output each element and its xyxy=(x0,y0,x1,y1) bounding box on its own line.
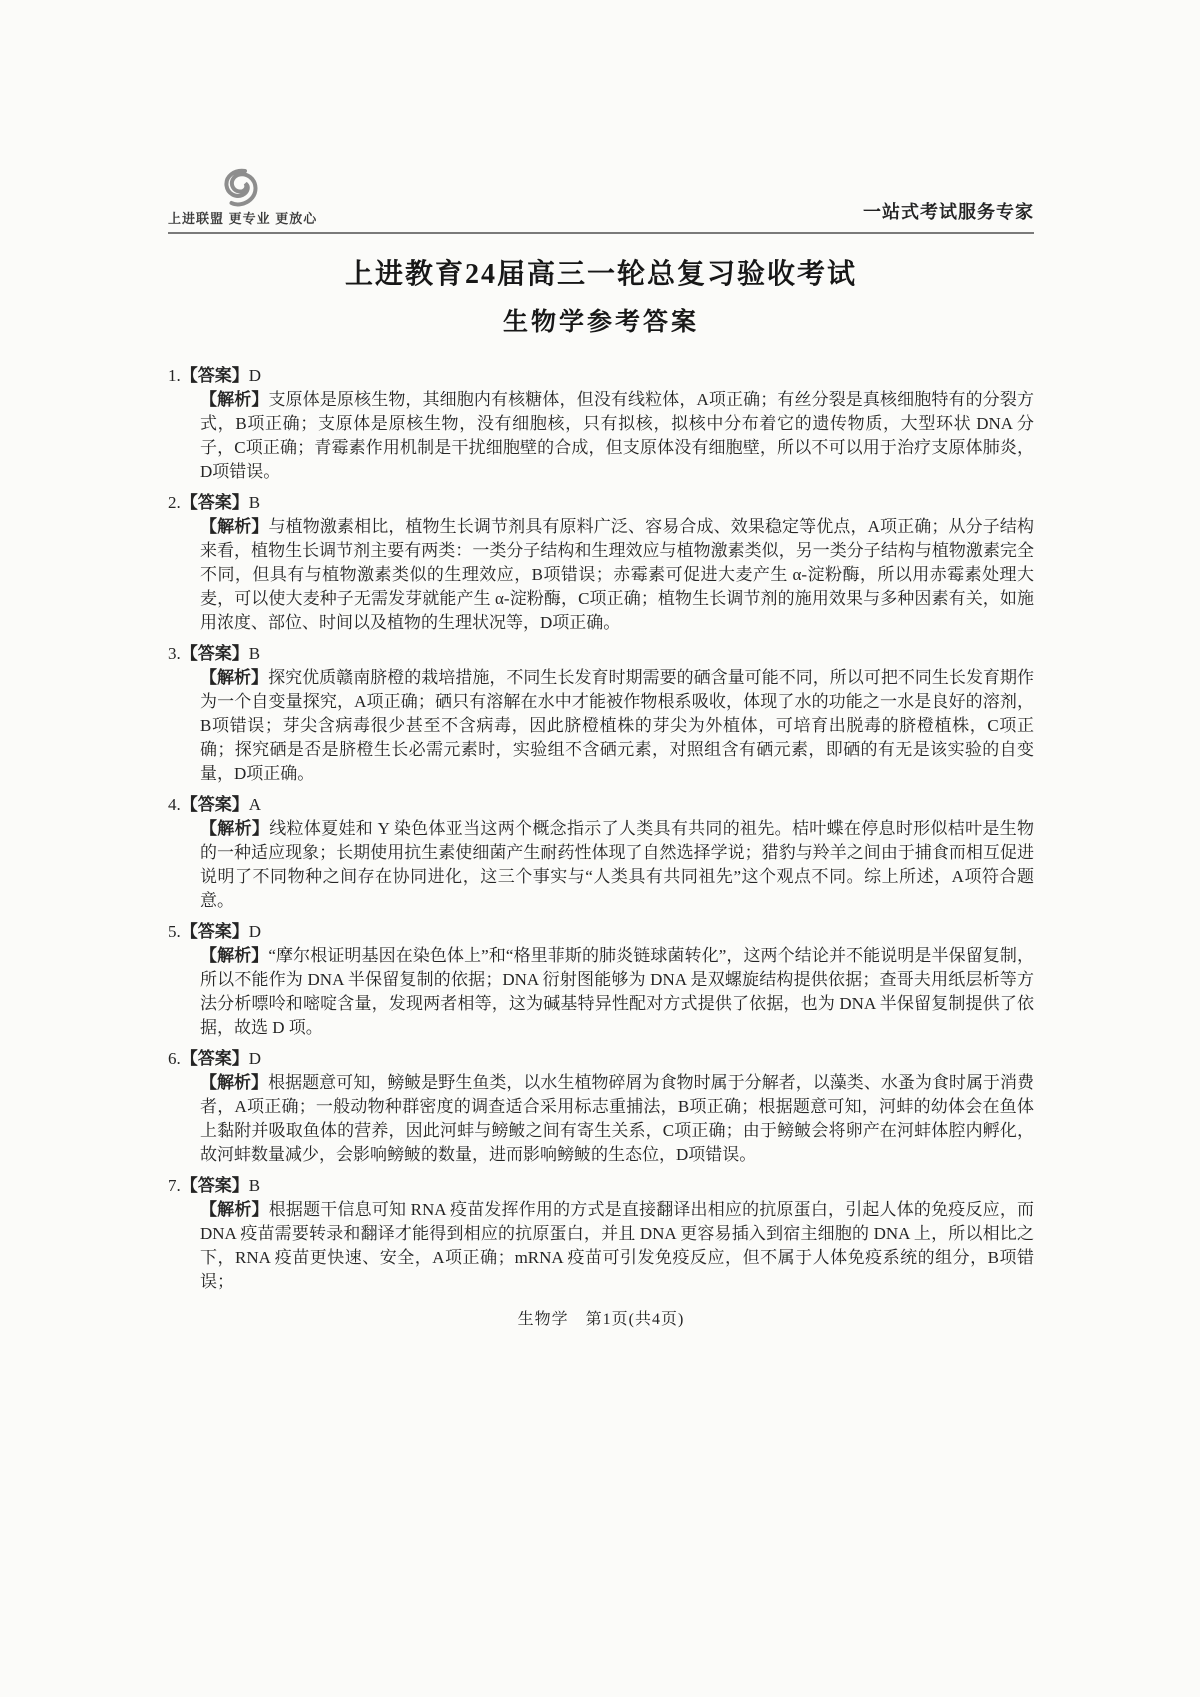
answer-line xyxy=(168,642,1034,666)
analysis-paragraph xyxy=(168,817,1034,913)
analysis-label: 【解析】 xyxy=(200,668,269,687)
answer-letter: B xyxy=(248,493,261,512)
answer-line xyxy=(168,364,1034,388)
question-number: 4. xyxy=(168,795,181,814)
analysis-text: 支原体是原核生物，其细胞内有核糖体，但没有线粒体，A项正确；有丝分裂是真核细胞特有的分裂方式，B项正确；支原体是原核生物，没有细胞核，只有拟核，拟核中分布着它的遗传物质，大型环状 DNA 分子，C项正确；青霉素作用机制是干扰细胞壁的合成，但支原体没有细胞壁，所以不可以用于治疗支原体肺炎，D项错误。 xyxy=(200,390,1035,481)
answer-letter: D xyxy=(248,1049,262,1068)
answer-item xyxy=(168,793,1034,913)
answer-line xyxy=(168,1174,1034,1198)
answer-letter: B xyxy=(248,644,261,663)
answers-list xyxy=(168,364,1034,1294)
analysis-paragraph xyxy=(168,944,1034,1040)
answer-label: 【答案】 xyxy=(180,644,249,663)
analysis-text: 线粒体夏娃和 Y 染色体亚当这两个概念指示了人类具有共同的祖先。桔叶蝶在停息时形似桔叶是生物的一种适应现象；长期使用抗生素使细菌产生耐药性体现了自然选择学说；猎豹与羚羊之间由于捕食而相互促进说明了不同物种之间存在协同进化，这三个事实与“人类具有共同祖先”这个观点不同。综上所述，A项符合题意。 xyxy=(200,819,1035,910)
answer-item xyxy=(168,364,1034,484)
header-tagline: 一站式考试服务专家 xyxy=(863,202,1034,222)
answer-letter: B xyxy=(248,1176,261,1195)
analysis-label: 【解析】 xyxy=(200,819,270,838)
question-number: 1. xyxy=(168,366,181,385)
question-number: 3. xyxy=(168,644,181,663)
answer-line xyxy=(168,1047,1034,1071)
answer-letter: A xyxy=(248,795,262,814)
answer-key-subtitle: 生物学参考答案 xyxy=(502,309,699,336)
swirl-logo-icon xyxy=(221,168,265,208)
answer-label: 【答案】 xyxy=(180,1049,249,1068)
answer-item xyxy=(168,1047,1034,1167)
question-number: 6. xyxy=(168,1049,181,1068)
answer-letter: D xyxy=(248,922,262,941)
analysis-paragraph xyxy=(168,1071,1034,1167)
analysis-text: 与植物激素相比，植物生长调节剂具有原料广泛、容易合成、效果稳定等优点，A项正确；从分子结构来看，植物生长调节剂主要有两类：一类分子结构和生理效应与植物激素类似，另一类分子结构与植物激素完全不同，但具有与植物激素类似的生理效应，B项错误；赤霉素可促进大麦产生 α-淀粉酶，所以用赤霉素处理大麦，可以使大麦种子无需发芽就能产生 α-淀粉酶，C项正确；植物生长调节剂的施用效果与多种因素有关，如施用浓度、部位、时间以及植物的生理状况等，D项正确。 xyxy=(200,517,1035,632)
answer-item xyxy=(168,920,1034,1040)
question-number: 7. xyxy=(168,1176,181,1195)
answer-item xyxy=(168,1174,1034,1294)
analysis-text: 根据题意可知，鳑鲏是野生鱼类，以水生植物碎屑为食物时属于分解者，以藻类、水蚤为食时属于消费者，A项正确；一般动物种群密度的调查适合采用标志重捕法，B项正确；根据题意可知，河蚌的幼体会在鱼体上黏附并吸取鱼体的营养，因此河蚌与鳑鲏之间有寄生关系，C项正确；由于鳑鲏会将卵产在河蚌体腔内孵化，故河蚌数量减少，会影响鳑鲏的数量，进而影响鳑鲏的生态位，D项错误。 xyxy=(200,1073,1035,1164)
analysis-paragraph xyxy=(168,1198,1034,1294)
answer-line xyxy=(168,920,1034,944)
analysis-paragraph xyxy=(168,388,1034,484)
answer-label: 【答案】 xyxy=(180,493,249,512)
title-block xyxy=(168,252,1034,338)
page-footer-pagination: 生物学 第1页(共4页) xyxy=(517,1311,685,1328)
answer-line xyxy=(168,793,1034,817)
analysis-text: “摩尔根证明基因在染色体上”和“格里菲斯的肺炎链球菌转化”，这两个结论并不能说明是半保留复制，所以不能作为 DNA 半保留复制的依据；DNA 衍射图能够为 DNA 是双螺旋结构提供依据；查哥夫用纸层析等方法分析嘌呤和嘧啶含量，发现两者相等，这为碱基特异性配对方式提供了依据，也为 DNA 半保留复制提供了依据，故选 D 项。 xyxy=(200,946,1034,1037)
analysis-paragraph xyxy=(168,666,1034,786)
analysis-text: 根据题干信息可知 RNA 疫苗发挥作用的方式是直接翻译出相应的抗原蛋白，引起人体的免疫反应，而 DNA 疫苗需要转录和翻译才能得到相应的抗原蛋白，并且 DNA 更容易插入到宿主细胞的 DNA 上，所以相比之下，RNA 疫苗更快速、安全，A项正确；mRNA 疫苗可引发免疫反应，但不属于人体免疫系统的组分，B项错误； xyxy=(200,1200,1035,1291)
brand-logo xyxy=(168,168,317,227)
analysis-label: 【解析】 xyxy=(200,390,269,409)
analysis-label: 【解析】 xyxy=(200,1200,269,1219)
answer-label: 【答案】 xyxy=(180,1176,249,1195)
answer-letter: D xyxy=(248,366,262,385)
question-number: 5. xyxy=(168,922,181,941)
analysis-label: 【解析】 xyxy=(200,946,269,965)
answer-label: 【答案】 xyxy=(180,795,249,814)
analysis-label: 【解析】 xyxy=(200,1073,269,1092)
analysis-text: 探究优质赣南脐橙的栽培措施，不同生长发育时期需要的硒含量可能不同，所以可把不同生长发育期作为一个自变量探究，A项正确；硒只有溶解在水中才能被作物根系吸收，体现了水的功能之一水是良好的溶剂，B项错误；芽尖含病毒很少甚至不含病毒，因此脐橙植株的芽尖为外植体，可培育出脱毒的脐橙植株，C项正确；探究硒是否是脐橙生长必需元素时，实验组不含硒元素，对照组含有硒元素，即硒的有无是该实验的自变量，D项正确。 xyxy=(200,668,1035,783)
page-header xyxy=(168,168,1034,234)
answer-label: 【答案】 xyxy=(180,366,249,385)
exam-title: 上进教育24届高三一轮总复习验收考试 xyxy=(344,259,857,290)
analysis-paragraph xyxy=(168,515,1034,635)
analysis-label: 【解析】 xyxy=(200,517,269,536)
answer-item xyxy=(168,642,1034,786)
answer-label: 【答案】 xyxy=(180,922,249,941)
answer-item xyxy=(168,491,1034,635)
question-number: 2. xyxy=(168,493,181,512)
logo-text: 上进联盟 更专业 更放心 xyxy=(168,211,318,226)
answer-line xyxy=(168,491,1034,515)
